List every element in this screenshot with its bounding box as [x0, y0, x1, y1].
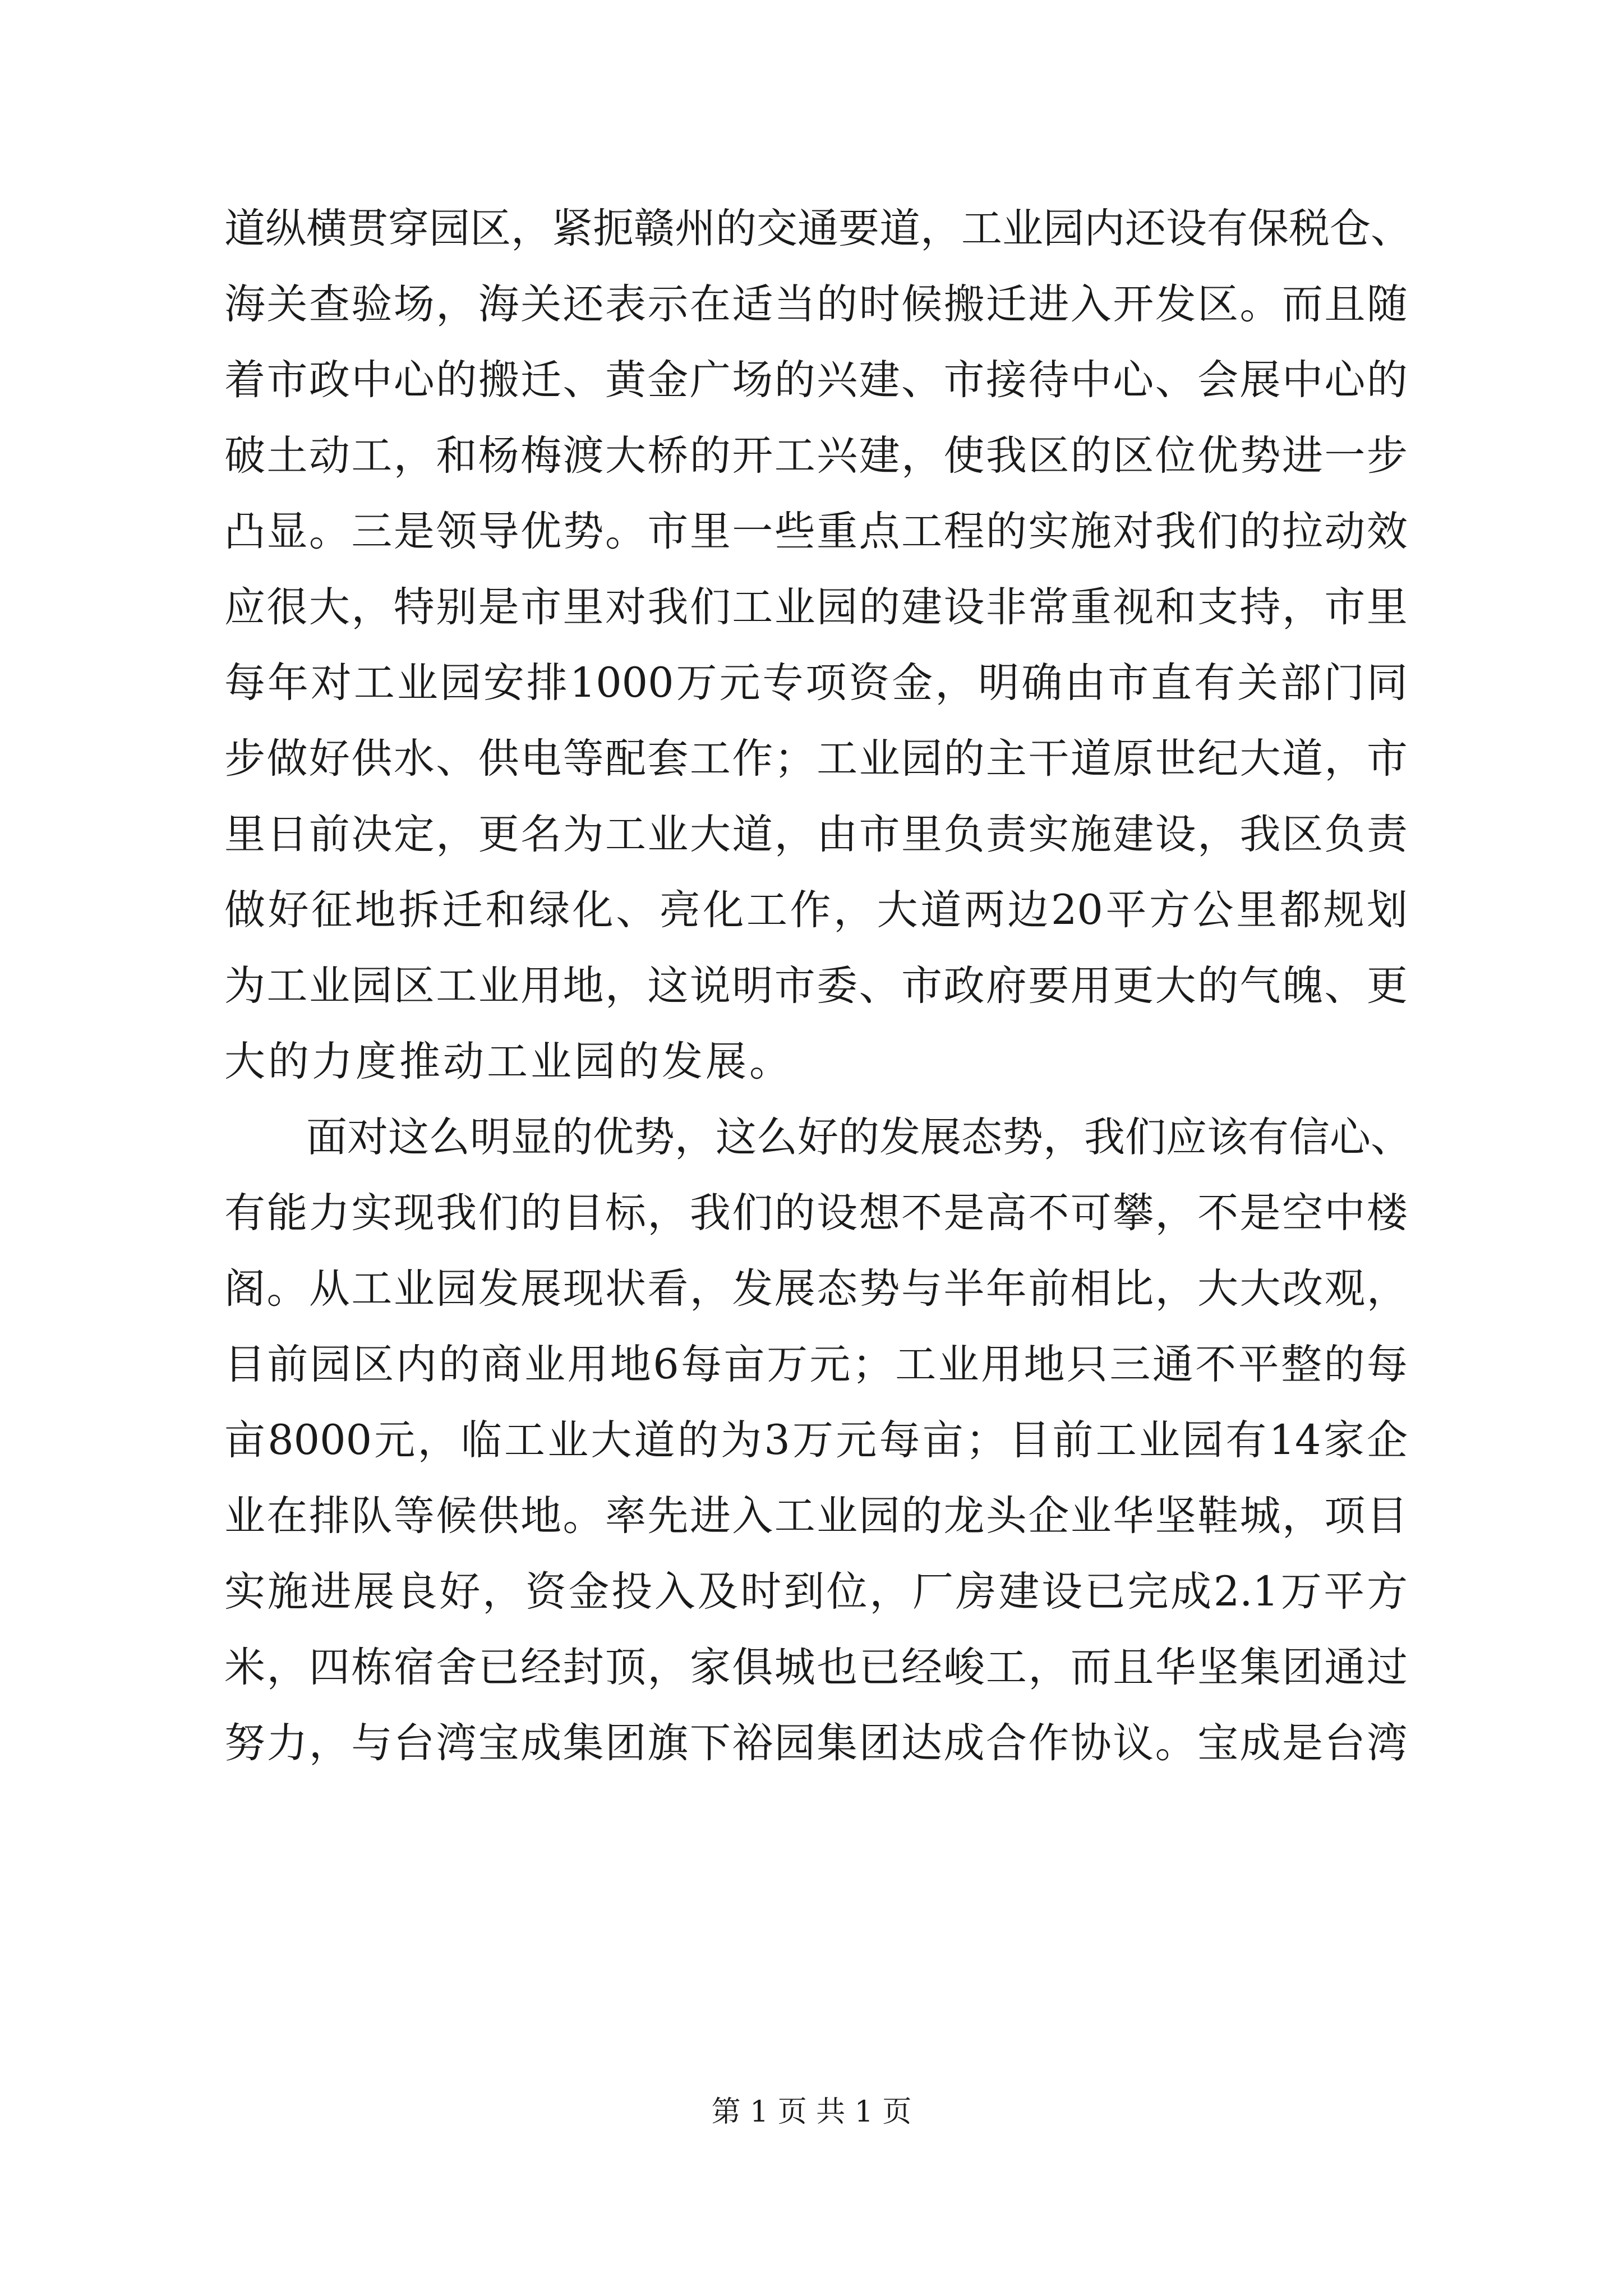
- body-text: [224, 191, 1412, 1781]
- text-line-10: 做 好 征 地 拆 迁 和 绿 化 、 亮 化 工 作 ， 大 道 两 边 20 平 方 公 里 都 规 划: [224, 886, 1408, 934]
- text-line-18: 业 在 排 队 等 候 供 地 。 率 先 进 入 工 业 园 的 龙 头 企 业 华 坚 鞋 城 ， 项 目: [224, 1492, 1408, 1540]
- text-line-9: 里 日 前 决 定 ， 更 名 为 工 业 大 道 ， 由 市 里 负 责 实 施 建 设 ， 我 区 负 责: [224, 811, 1408, 858]
- text-line-11: 为 工 业 园 区 工 业 用 地 ， 这 说 明 市 委 、 市 政 府 要 用 更 大 的 气 魄 、 更: [224, 962, 1408, 1010]
- text-line-8: 步 做 好 供 水 、 供 电 等 配 套 工 作 ； 工 业 园 的 主 干 道 原 世 纪 大 道 ， 市: [224, 735, 1408, 783]
- text-line-1: 道 纵 横 贯 穿 园 区 ， 紧 扼 赣 州 的 交 通 要 道 ， 工 业 园 内 还 设 有 保 税 仓 、: [224, 205, 1412, 252]
- text-line-6: 应 很 大 ， 特 别 是 市 里 对 我 们 工 业 园 的 建 设 非 常 重 视 和 支 持 ， 市 里: [224, 583, 1408, 631]
- text-line-7: 每 年 对 工 业 园 安 排 1000 万 元 专 项 资 金 ， 明 确 由 市 直 有 关 部 门 同: [224, 659, 1408, 707]
- text-line-19: 实 施 进 展 良 好 ， 资 金 投 入 及 时 到 位 ， 厂 房 建 设 已 完 成 2.1 万 平 方: [224, 1568, 1408, 1616]
- text-line-12: 大的力度推动工业园的发展。: [224, 1038, 793, 1085]
- text-line-2: 海 关 查 验 场 ， 海 关 还 表 示 在 适 当 的 时 候 搬 迁 进 入 开 发 区 。 而 且 随: [224, 280, 1408, 328]
- page-number-footer: 第 1 页 共 1 页: [711, 2095, 912, 2129]
- text-line-3: 着 市 政 中 心 的 搬 迁 、 黄 金 广 场 的 兴 建 、 市 接 待 中 心 、 会 展 中 心 的: [224, 356, 1408, 404]
- text-line-4: 破 土 动 工 ， 和 杨 梅 渡 大 桥 的 开 工 兴 建 ， 使 我 区 的 区 位 优 势 进 一 步: [224, 432, 1408, 480]
- text-line-13: 面 对 这 么 明 显 的 优 势 ， 这 么 好 的 发 展 态 势 ， 我 们 应 该 有 信 心 、: [306, 1114, 1412, 1161]
- text-line-15: 阁 。 从 工 业 园 发 展 现 状 看 ， 发 展 态 势 与 半 年 前 相 比 ， 大 大 改 观 ，: [224, 1265, 1408, 1313]
- text-line-5: 凸 显 。 三 是 领 导 优 势 。 市 里 一 些 重 点 工 程 的 实 施 对 我 们 的 拉 动 效: [224, 508, 1408, 555]
- text-line-16: 目 前 园 区 内 的 商 业 用 地 6 每 亩 万 元 ； 工 业 用 地 只 三 通 不 平 整 的 每: [224, 1341, 1408, 1388]
- text-line-21: 努 力 ， 与 台 湾 宝 成 集 团 旗 下 裕 园 集 团 达 成 合 作 协 议 。 宝 成 是 台 湾: [224, 1719, 1408, 1767]
- text-line-14: 有 能 力 实 现 我 们 的 目 标 ， 我 们 的 设 想 不 是 高 不 可 攀 ， 不 是 空 中 楼: [224, 1189, 1408, 1237]
- text-line-20: 米 ， 四 栋 宿 舍 已 经 封 顶 ， 家 俱 城 也 已 经 峻 工 ， 而 且 华 坚 集 团 通 过: [224, 1644, 1408, 1691]
- text-line-17: 亩 8000 元 ， 临 工 业 大 道 的 为 3 万 元 每 亩 ； 目 前 工 业 园 有 14 家 企: [224, 1416, 1408, 1464]
